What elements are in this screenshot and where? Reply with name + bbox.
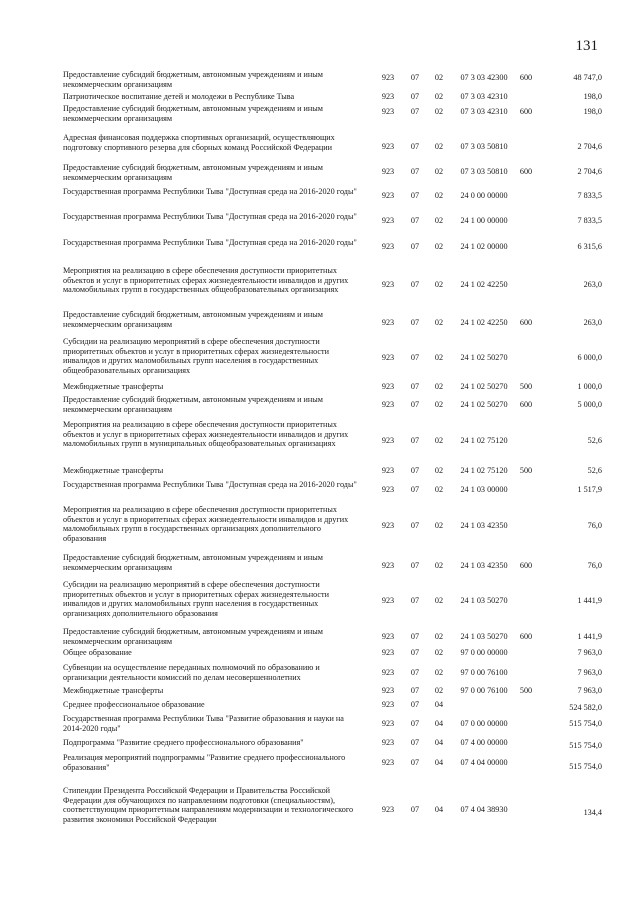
row-vr: 600 bbox=[519, 632, 533, 641]
row-sum: 76,0 bbox=[587, 521, 602, 530]
row-pr: 02 bbox=[434, 107, 444, 116]
row-cs: 24 1 03 00000 bbox=[460, 485, 508, 494]
row-sum: 1 441,9 bbox=[577, 632, 602, 641]
row-vr: 500 bbox=[519, 686, 533, 695]
row-pr: 02 bbox=[434, 686, 444, 695]
row-rz: 07 bbox=[410, 561, 420, 570]
row-rz: 07 bbox=[410, 436, 420, 445]
row-name: Межбюджетные трансферты bbox=[63, 686, 164, 695]
row-sum: 524 582,0 bbox=[569, 703, 602, 712]
row-pr: 04 bbox=[434, 805, 444, 814]
row-rz: 07 bbox=[410, 648, 420, 657]
row-sum: 515 754,0 bbox=[569, 762, 602, 771]
row-ved: 923 bbox=[381, 758, 395, 767]
row-name: Мероприятия на реализацию в сфере обеспечения доступности приоритетных объектов и услуг в приоритетных сферах жизнедеятельности инвалидов и других маломобильных групп в государственных общеобразовательных организациях bbox=[63, 266, 349, 295]
row-pr: 02 bbox=[434, 191, 444, 200]
row-pr: 02 bbox=[434, 668, 444, 677]
row-pr: 02 bbox=[434, 280, 444, 289]
row-sum: 52,6 bbox=[587, 466, 602, 475]
row-name: Адресная финансовая поддержка спортивных организаций, осуществляющих подготовку спортивного резерва для сборных команд Российской Федерации bbox=[63, 133, 335, 152]
row-name: Общее образование bbox=[63, 648, 132, 657]
row-sum: 263,0 bbox=[583, 280, 602, 289]
row-name: Реализация мероприятий подпрограммы "Развитие среднего профессионального образования" bbox=[63, 753, 346, 772]
row-name: Мероприятия на реализацию в сфере обеспечения доступности приоритетных объектов и услуг в приоритетных сферах жизнедеятельности инвалидов и других маломобильных групп в государственных организациях дополнительного образования bbox=[63, 505, 349, 543]
row-pr: 04 bbox=[434, 738, 444, 747]
row-sum: 7 963,0 bbox=[577, 668, 602, 677]
row-name: Субсидии на реализацию мероприятий в сфере обеспечения доступности приоритетных объектов и услуг в приоритетных сферах жизнедеятельности инвалидов и других маломобильных групп населения в государственных общеобразовательных организациях bbox=[63, 337, 329, 375]
row-ved: 923 bbox=[381, 632, 395, 641]
row-vr: 600 bbox=[519, 561, 533, 570]
row-name: Подпрограмма "Развитие среднего профессионального образования" bbox=[63, 738, 304, 747]
row-vr: 600 bbox=[519, 318, 533, 327]
row-rz: 07 bbox=[410, 318, 420, 327]
row-rz: 07 bbox=[410, 400, 420, 409]
row-cs: 07 0 00 00000 bbox=[460, 719, 508, 728]
row-vr: 500 bbox=[519, 382, 533, 391]
row-ved: 923 bbox=[381, 700, 395, 709]
row-pr: 02 bbox=[434, 485, 444, 494]
row-rz: 07 bbox=[410, 686, 420, 695]
row-sum: 6 315,6 bbox=[577, 242, 602, 251]
row-rz: 07 bbox=[410, 92, 420, 101]
row-rz: 07 bbox=[410, 353, 420, 362]
row-pr: 02 bbox=[434, 382, 444, 391]
row-rz: 07 bbox=[410, 521, 420, 530]
row-rz: 07 bbox=[410, 758, 420, 767]
row-sum: 263,0 bbox=[583, 318, 602, 327]
row-sum: 7 963,0 bbox=[577, 686, 602, 695]
row-sum: 52,6 bbox=[587, 436, 602, 445]
row-ved: 923 bbox=[381, 142, 395, 151]
row-cs: 24 0 00 00000 bbox=[460, 191, 508, 200]
row-cs: 24 1 02 75120 bbox=[460, 436, 508, 445]
row-pr: 02 bbox=[434, 561, 444, 570]
row-name: Предоставление субсидий бюджетным, автономным учреждениям и иным некоммерческим организациям bbox=[63, 70, 323, 89]
row-cs: 07 3 03 42300 bbox=[460, 73, 508, 82]
row-rz: 07 bbox=[410, 485, 420, 494]
row-sum: 1 517,9 bbox=[577, 485, 602, 494]
row-name: Государственная программа Республики Тыва "Доступная среда на 2016-2020 годы" bbox=[63, 187, 357, 196]
row-pr: 02 bbox=[434, 632, 444, 641]
row-cs: 24 1 03 42350 bbox=[460, 521, 508, 530]
row-rz: 07 bbox=[410, 142, 420, 151]
row-name: Предоставление субсидий бюджетным, автономным учреждениям и иным некоммерческим организациям bbox=[63, 310, 323, 329]
row-ved: 923 bbox=[381, 668, 395, 677]
row-ved: 923 bbox=[381, 805, 395, 814]
row-pr: 04 bbox=[434, 700, 444, 709]
row-pr: 02 bbox=[434, 353, 444, 362]
row-cs: 24 1 02 75120 bbox=[460, 466, 508, 475]
row-sum: 7 833,5 bbox=[577, 191, 602, 200]
row-name: Стипендии Президента Российской Федерации и Правительства Российской Федерации для обучающихся по направлениям подготовки (специальностям), соответствующим приоритетным направлениям модернизации и технологического развития экономики Российской Федерации bbox=[63, 786, 354, 824]
row-pr: 02 bbox=[434, 73, 444, 82]
row-ved: 923 bbox=[381, 280, 395, 289]
row-ved: 923 bbox=[381, 719, 395, 728]
row-ved: 923 bbox=[381, 738, 395, 747]
row-cs: 07 4 04 38930 bbox=[460, 805, 508, 814]
row-rz: 07 bbox=[410, 668, 420, 677]
row-sum: 7 963,0 bbox=[577, 648, 602, 657]
row-pr: 02 bbox=[434, 142, 444, 151]
row-ved: 923 bbox=[381, 521, 395, 530]
row-cs: 24 1 02 42250 bbox=[460, 318, 508, 327]
row-ved: 923 bbox=[381, 686, 395, 695]
row-name: Государственная программа Республики Тыва "Доступная среда на 2016-2020 годы" bbox=[63, 238, 357, 247]
row-sum: 48 747,0 bbox=[573, 73, 602, 82]
row-sum: 6 000,0 bbox=[577, 353, 602, 362]
row-cs: 97 0 00 00000 bbox=[460, 648, 508, 657]
row-pr: 02 bbox=[434, 596, 444, 605]
row-ved: 923 bbox=[381, 382, 395, 391]
row-ved: 923 bbox=[381, 485, 395, 494]
page-number: 131 bbox=[575, 38, 598, 54]
row-sum: 515 754,0 bbox=[569, 719, 602, 728]
row-name: Межбюджетные трансферты bbox=[63, 382, 164, 391]
row-name: Среднее профессиональное образование bbox=[63, 700, 205, 709]
row-sum: 76,0 bbox=[587, 561, 602, 570]
row-cs: 07 3 03 42310 bbox=[460, 92, 508, 101]
row-name: Государственная программа Республики Тыва "Развитие образования и науки на 2014-2020 годы" bbox=[63, 714, 344, 733]
row-sum: 515 754,0 bbox=[569, 741, 602, 750]
row-rz: 07 bbox=[410, 107, 420, 116]
row-cs: 24 1 02 50270 bbox=[460, 400, 508, 409]
row-rz: 07 bbox=[410, 73, 420, 82]
row-sum: 134,4 bbox=[583, 808, 602, 817]
row-vr: 600 bbox=[519, 400, 533, 409]
row-cs: 24 1 03 50270 bbox=[460, 632, 508, 641]
row-ved: 923 bbox=[381, 318, 395, 327]
row-pr: 02 bbox=[434, 92, 444, 101]
row-name: Субвенции на осуществление переданных полномочий по образованию и организации деятельности комиссий по делам несовершеннолетних bbox=[63, 663, 320, 682]
row-vr: 600 bbox=[519, 167, 533, 176]
row-sum: 1 000,0 bbox=[577, 382, 602, 391]
row-pr: 04 bbox=[434, 719, 444, 728]
row-rz: 07 bbox=[410, 382, 420, 391]
row-pr: 02 bbox=[434, 466, 444, 475]
row-ved: 923 bbox=[381, 648, 395, 657]
row-ved: 923 bbox=[381, 73, 395, 82]
row-pr: 02 bbox=[434, 167, 444, 176]
row-ved: 923 bbox=[381, 92, 395, 101]
row-cs: 07 4 00 00000 bbox=[460, 738, 508, 747]
row-pr: 04 bbox=[434, 758, 444, 767]
row-rz: 07 bbox=[410, 242, 420, 251]
row-vr: 600 bbox=[519, 107, 533, 116]
row-ved: 923 bbox=[381, 216, 395, 225]
row-rz: 07 bbox=[410, 719, 420, 728]
row-rz: 07 bbox=[410, 280, 420, 289]
row-name: Субсидии на реализацию мероприятий в сфере обеспечения доступности приоритетных объектов и услуг в приоритетных сферах жизнедеятельности инвалидов и других маломобильных групп населения в государственных организациях дополнительного образования bbox=[63, 580, 329, 618]
row-ved: 923 bbox=[381, 436, 395, 445]
row-rz: 07 bbox=[410, 216, 420, 225]
row-pr: 02 bbox=[434, 436, 444, 445]
row-cs: 97 0 00 76100 bbox=[460, 668, 508, 677]
row-pr: 02 bbox=[434, 318, 444, 327]
row-ved: 923 bbox=[381, 466, 395, 475]
row-cs: 24 1 03 50270 bbox=[460, 596, 508, 605]
row-ved: 923 bbox=[381, 242, 395, 251]
row-vr: 600 bbox=[519, 73, 533, 82]
row-sum: 198,0 bbox=[583, 92, 602, 101]
row-name: Предоставление субсидий бюджетным, автономным учреждениям и иным некоммерческим организациям bbox=[63, 395, 323, 414]
row-cs: 07 4 04 00000 bbox=[460, 758, 508, 767]
row-sum: 1 441,9 bbox=[577, 596, 602, 605]
row-sum: 198,0 bbox=[583, 107, 602, 116]
row-cs: 24 1 02 50270 bbox=[460, 353, 508, 362]
row-name: Межбюджетные трансферты bbox=[63, 466, 164, 475]
row-rz: 07 bbox=[410, 596, 420, 605]
row-ved: 923 bbox=[381, 596, 395, 605]
row-name: Предоставление субсидий бюджетным, автономным учреждениям и иным некоммерческим организациям bbox=[63, 163, 323, 182]
row-cs: 24 1 02 50270 bbox=[460, 382, 508, 391]
row-ved: 923 bbox=[381, 353, 395, 362]
row-rz: 07 bbox=[410, 738, 420, 747]
row-sum: 7 833,5 bbox=[577, 216, 602, 225]
row-cs: 24 1 02 00000 bbox=[460, 242, 508, 251]
row-rz: 07 bbox=[410, 167, 420, 176]
row-pr: 02 bbox=[434, 216, 444, 225]
row-rz: 07 bbox=[410, 700, 420, 709]
row-cs: 07 3 03 50810 bbox=[460, 142, 508, 151]
row-cs: 24 1 02 42250 bbox=[460, 280, 508, 289]
row-pr: 02 bbox=[434, 400, 444, 409]
row-cs: 24 1 03 42350 bbox=[460, 561, 508, 570]
row-rz: 07 bbox=[410, 632, 420, 641]
row-sum: 2 704,6 bbox=[577, 167, 602, 176]
row-ved: 923 bbox=[381, 167, 395, 176]
row-rz: 07 bbox=[410, 466, 420, 475]
row-ved: 923 bbox=[381, 107, 395, 116]
row-sum: 2 704,6 bbox=[577, 142, 602, 151]
row-name: Предоставление субсидий бюджетным, автономным учреждениям и иным некоммерческим организациям bbox=[63, 104, 323, 123]
row-name: Патриотическое воспитание детей и молодежи в Республике Тыва bbox=[63, 92, 295, 101]
row-name: Государственная программа Республики Тыва "Доступная среда на 2016-2020 годы" bbox=[63, 480, 357, 489]
row-ved: 923 bbox=[381, 561, 395, 570]
row-cs: 07 3 03 50810 bbox=[460, 167, 508, 176]
row-ved: 923 bbox=[381, 400, 395, 409]
row-name: Предоставление субсидий бюджетным, автономным учреждениям и иным некоммерческим организациям bbox=[63, 627, 323, 646]
row-cs: 97 0 00 76100 bbox=[460, 686, 508, 695]
row-pr: 02 bbox=[434, 648, 444, 657]
row-pr: 02 bbox=[434, 521, 444, 530]
row-rz: 07 bbox=[410, 191, 420, 200]
row-sum: 5 000,0 bbox=[577, 400, 602, 409]
row-vr: 500 bbox=[519, 466, 533, 475]
row-name: Мероприятия на реализацию в сфере обеспечения доступности приоритетных объектов и услуг в приоритетных сферах жизнедеятельности инвалидов и других маломобильных групп в муниципальных общеобразовательных организациях bbox=[63, 420, 349, 449]
row-ved: 923 bbox=[381, 191, 395, 200]
row-name: Предоставление субсидий бюджетным, автономным учреждениям и иным некоммерческим организациям bbox=[63, 553, 323, 572]
row-pr: 02 bbox=[434, 242, 444, 251]
row-rz: 07 bbox=[410, 805, 420, 814]
row-cs: 24 1 00 00000 bbox=[460, 216, 508, 225]
row-cs: 07 3 03 42310 bbox=[460, 107, 508, 116]
row-name: Государственная программа Республики Тыва "Доступная среда на 2016-2020 годы" bbox=[63, 212, 357, 221]
